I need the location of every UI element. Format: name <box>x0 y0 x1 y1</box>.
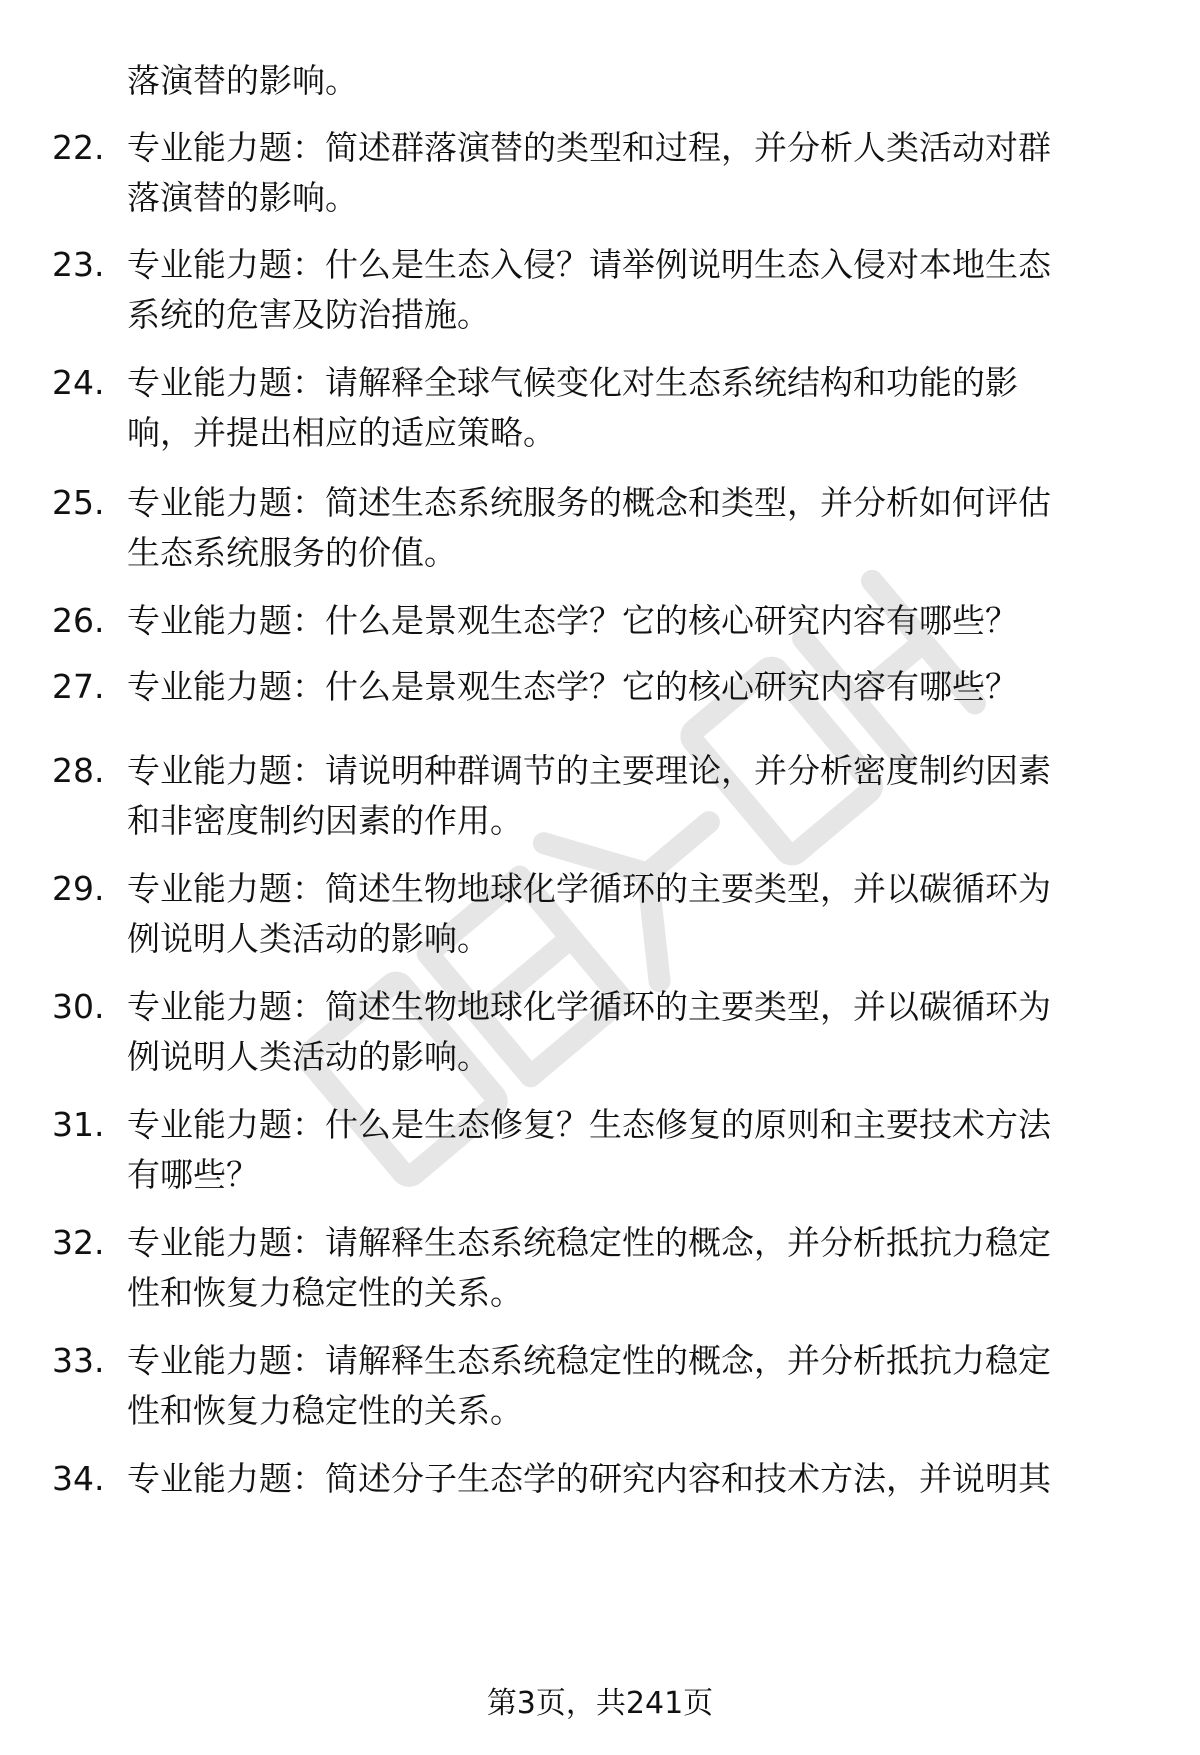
question-text-line: 专业能力题：请解释生态系统稳定性的概念，并分析抵抗力稳定 <box>127 1223 1051 1262</box>
question-number: 34. <box>52 1459 105 1498</box>
question-number: 28. <box>52 751 105 790</box>
continued-question-text: 落演替的影响。 <box>127 61 358 100</box>
question-number: 23. <box>52 245 105 284</box>
question-text-line: 专业能力题：什么是景观生态学？它的核心研究内容有哪些？ <box>127 667 1018 706</box>
question-text-line: 专业能力题：简述生物地球化学循环的主要类型，并以碳循环为 <box>127 987 1051 1026</box>
question-text-line: 专业能力题：简述分子生态学的研究内容和技术方法，并说明其 <box>127 1459 1051 1498</box>
question-text-line: 专业能力题：什么是生态入侵？请举例说明生态入侵对本地生态 <box>127 245 1051 284</box>
question-number: 25. <box>52 483 105 522</box>
question-text-line: 例说明人类活动的影响。 <box>127 919 490 958</box>
question-number: 27. <box>52 667 105 706</box>
question-text-line: 专业能力题：简述生态系统服务的概念和类型，并分析如何评估 <box>127 483 1051 522</box>
question-text-line: 性和恢复力稳定性的关系。 <box>127 1391 523 1430</box>
question-number: 26. <box>52 601 105 640</box>
question-number: 32. <box>52 1223 105 1262</box>
question-text-line: 有哪些？ <box>127 1155 259 1194</box>
page-footer: 第3页，共241页 <box>486 1686 714 1721</box>
question-number: 33. <box>52 1341 105 1380</box>
question-text-line: 专业能力题：请说明种群调节的主要理论，并分析密度制约因素 <box>127 751 1051 790</box>
question-text-line: 例说明人类活动的影响。 <box>127 1037 490 1076</box>
question-text-line: 专业能力题：请解释生态系统稳定性的概念，并分析抵抗力稳定 <box>127 1341 1051 1380</box>
question-text-line: 和非密度制约因素的作用。 <box>127 801 523 840</box>
question-text-line: 响，并提出相应的适应策略。 <box>127 413 556 452</box>
question-number: 31. <box>52 1105 105 1144</box>
question-number: 30. <box>52 987 105 1026</box>
question-text-line: 专业能力题：什么是生态修复？生态修复的原则和主要技术方法 <box>127 1105 1051 1144</box>
question-text-line: 专业能力题：简述生物地球化学循环的主要类型，并以碳循环为 <box>127 869 1051 908</box>
question-text-line: 性和恢复力稳定性的关系。 <box>127 1273 523 1312</box>
question-text-line: 专业能力题：什么是景观生态学？它的核心研究内容有哪些？ <box>127 601 1018 640</box>
question-text-line: 系统的危害及防治措施。 <box>127 295 490 334</box>
question-number: 24. <box>52 363 105 402</box>
question-number: 22. <box>52 128 105 167</box>
question-text-line: 落演替的影响。 <box>127 178 358 217</box>
question-text-line: 专业能力题：请解释全球气候变化对生态系统结构和功能的影 <box>127 363 1018 402</box>
question-number: 29. <box>52 869 105 908</box>
question-text-line: 专业能力题：简述群落演替的类型和过程，并分析人类活动对群 <box>127 128 1051 167</box>
question-text-line: 生态系统服务的价值。 <box>127 533 457 572</box>
